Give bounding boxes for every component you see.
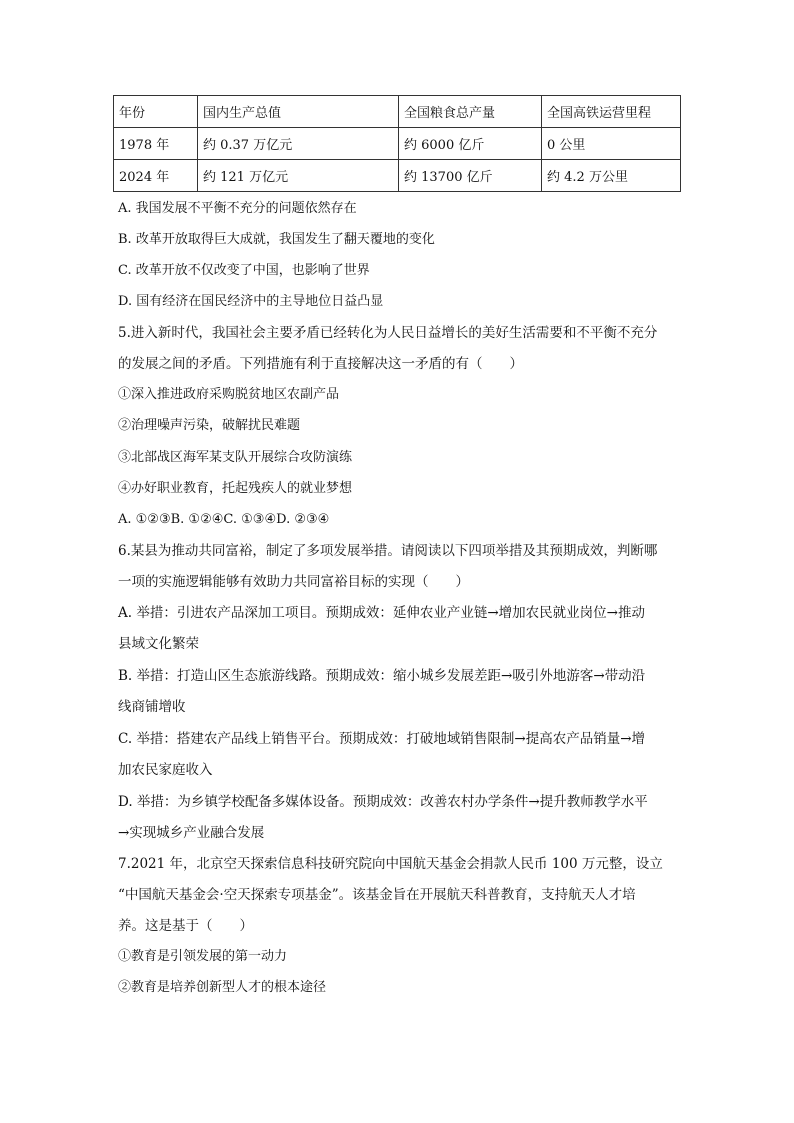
- q6-stem-line: 一项的实施逻辑能够有效助力共同富裕目标的实现（ ）: [118, 574, 469, 590]
- q6-option-a: A. 举措：引进农产品深加工项目。预期成效：延伸农业产业链→增加农民就业岗位→推动: [118, 605, 645, 621]
- q6-option-d: D. 举措：为乡镇学校配备多媒体设备。预期成效：改善农村办学条件→提升教师教学水平: [118, 794, 648, 810]
- q4-option-d: D. 国有经济在国民经济中的主导地位日益凸显: [118, 294, 384, 309]
- q6-option-c: C. 举措：搭建农产品线上销售平台。预期成效：打破地域销售限制→提高农产品销量→增: [118, 731, 646, 747]
- q6-option-b: B. 举措：打造山区生态旅游线路。预期成效：缩小城乡发展差距→吸引外地游客→带动沿: [118, 668, 646, 684]
- statistics-table: [113, 95, 681, 192]
- q7-stem-line: “中国航天基金会·空天探索专项基金”。该基金旨在开展航天科普教育，支持航天人才培: [118, 887, 636, 903]
- table-cell: 2024 年: [114, 160, 198, 192]
- q5-item: ②治理噪声污染，破解扰民难题: [118, 418, 301, 433]
- table-row: [114, 128, 681, 160]
- q5-item: ③北部战区海军某支队开展综合攻防演练: [118, 450, 353, 465]
- table-header-cell: 全国高铁运营里程: [542, 96, 681, 128]
- q7-item: ①教育是引领发展的第一动力: [118, 949, 288, 964]
- q5-item: ④办好职业教育，托起残疾人的就业梦想: [118, 481, 353, 496]
- q6-option-c-cont: 加农民家庭收入: [118, 762, 213, 778]
- q7-stem-line: 养。这是基于（ ）: [118, 918, 253, 934]
- q6-option-b-cont: 线商铺增收: [118, 699, 186, 715]
- table-row: [114, 160, 681, 192]
- table-cell: 约 4.2 万公里: [542, 160, 681, 192]
- table-cell: 0 公里: [542, 128, 681, 160]
- table-cell: 1978 年: [114, 128, 198, 160]
- q5-stem-line: 的发展之间的矛盾。下列措施有利于直接解决这一矛盾的有（ ）: [118, 356, 523, 372]
- q7-stem-line: 7.2021 年，北京空天探索信息科技研究院向中国航天基金会捐款人民币 100 万元整，设立: [118, 856, 663, 872]
- table-cell: 约 121 万亿元: [198, 160, 399, 192]
- q4-option-b: B. 改革开放取得巨大成就，我国发生了翻天覆地的变化: [118, 232, 435, 247]
- q4-option-c: C. 改革开放不仅改变了中国，也影响了世界: [118, 263, 370, 278]
- table-header-cell: 国内生产总值: [198, 96, 399, 128]
- table-cell: 约 0.37 万亿元: [198, 128, 399, 160]
- q5-item: ①深入推进政府采购脱贫地区农副产品: [118, 387, 340, 402]
- table-cell: 约 13700 亿斤: [399, 160, 542, 192]
- q6-stem-line: 6.某县为推动共同富裕，制定了多项发展举措。请阅读以下四项举措及其预期成效，判断哪: [118, 543, 658, 559]
- table-cell: 约 6000 亿斤: [399, 128, 542, 160]
- q7-item: ②教育是培养创新型人才的根本途径: [118, 980, 327, 995]
- q6-option-a-cont: 县域文化繁荣: [118, 636, 199, 652]
- table-header-cell: 全国粮食总产量: [399, 96, 542, 128]
- table-header-row: [114, 96, 681, 128]
- q5-choices: A. ①②③B. ①②④C. ①③④D. ②③④: [118, 512, 330, 527]
- table-header-cell: 年份: [114, 96, 198, 128]
- q6-option-d-cont: →实现城乡产业融合发展: [118, 825, 265, 841]
- q4-option-a: A. 我国发展不平衡不充分的问题依然存在: [118, 201, 357, 216]
- q5-stem-line: 5.进入新时代，我国社会主要矛盾已经转化为人民日益增长的美好生活需要和不平衡不充分: [118, 325, 658, 341]
